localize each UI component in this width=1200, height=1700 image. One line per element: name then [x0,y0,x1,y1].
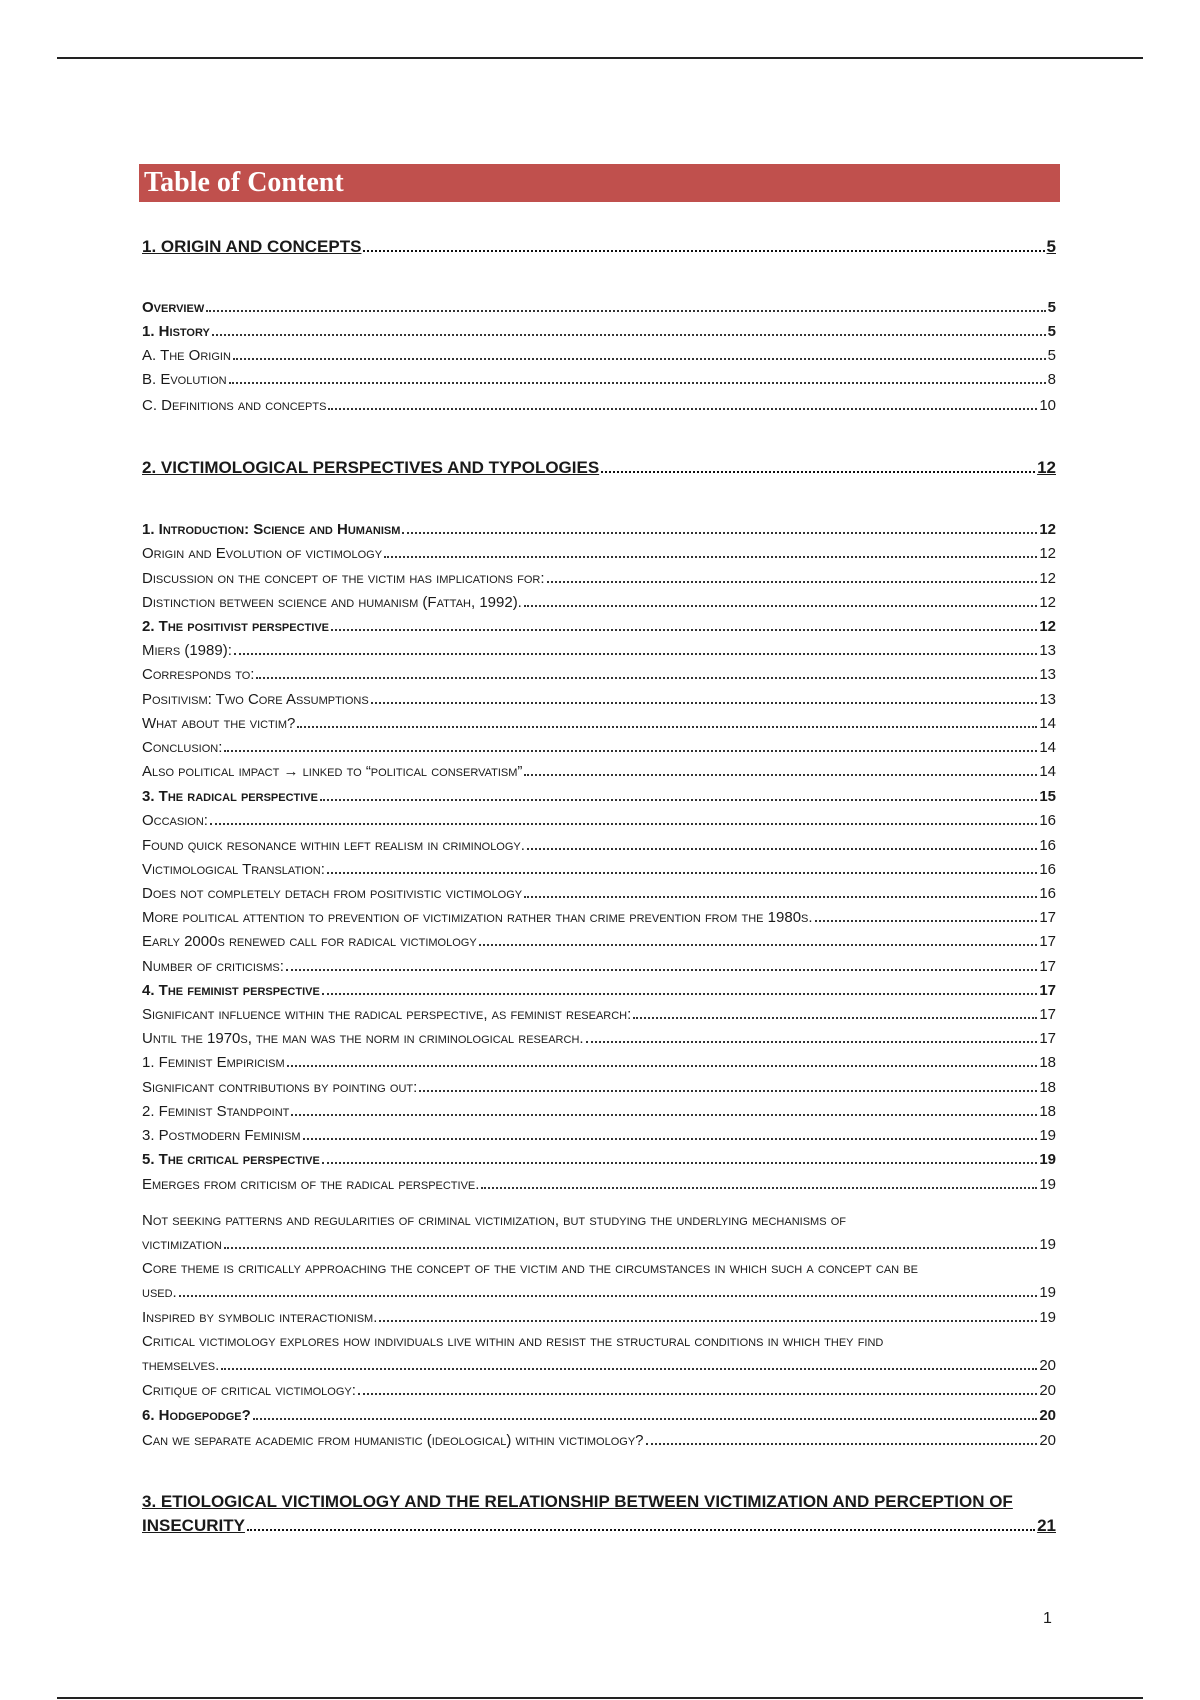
toc-entry[interactable]: Emerges from criticism of the radical perspective. 19 [142,1176,1056,1193]
toc-entry-section-1[interactable]: 1. ORIGIN AND CONCEPTS 5 [142,237,1056,256]
toc-entry[interactable]: Positivism: Two Core Assumptions 13 [142,691,1056,708]
toc-entry[interactable]: Not seeking patterns and regularities of criminal victimization, but studying the underlying mechanisms of victimization 19 [142,1212,1056,1253]
top-rule [57,57,1143,59]
toc-entry[interactable]: Significant influence within the radical perspective, as feminist research: 17 [142,1006,1056,1023]
bottom-rule [57,1697,1143,1699]
toc-entry[interactable]: A. The Origin 5 [142,347,1056,364]
toc-entry[interactable]: Found quick resonance within left realism in criminology. 16 [142,837,1056,854]
toc-heading: Table of Content [139,164,1060,202]
toc-entry[interactable]: Core theme is critically approaching the concept of the victim and the circumstances in which such a concept can be used. 19 [142,1260,1056,1301]
toc-entry[interactable]: Until the 1970s, the man was the norm in criminological research. 17 [142,1030,1056,1047]
toc-entry-section-3[interactable]: 3. ETIOLOGICAL VICTIMOLOGY AND THE RELATIONSHIP BETWEEN VICTIMIZATION AND PERCEPTION OF INSECURITY 21 [142,1492,1056,1535]
toc-entry[interactable]: More political attention to prevention of victimization rather than crime prevention from the 1980s. 17 [142,909,1056,926]
toc-entry[interactable]: What about the victim? 14 [142,715,1056,732]
toc-entry[interactable]: 5. The critical perspective 19 [142,1151,1056,1168]
toc-entry[interactable]: Can we separate academic from humanistic (ideological) within victimology? 20 [142,1432,1056,1449]
toc-entry[interactable]: Origin and Evolution of victimology 12 [142,545,1056,562]
toc-entry[interactable]: 6. Hodgepodge? 20 [142,1407,1056,1424]
toc-entry[interactable]: C. Definitions and concepts 10 [142,397,1056,414]
toc-entry[interactable]: Early 2000s renewed call for radical victimology 17 [142,933,1056,950]
toc-entry[interactable]: Inspired by symbolic interactionism. 19 [142,1309,1056,1326]
toc-entry[interactable]: Discussion on the concept of the victim has implications for: 12 [142,570,1056,587]
toc-entry[interactable]: Overview 5 [142,299,1056,316]
toc-entry[interactable]: B. Evolution 8 [142,371,1056,388]
toc-entry[interactable]: Also political impact → linked to “political conservatism” 14 [142,763,1056,780]
toc-entry[interactable]: Number of criticisms: 17 [142,958,1056,975]
page-number: 1 [1043,1610,1052,1627]
toc-entry[interactable]: Critical victimology explores how individuals live within and resist the structural conditions in which they find themselves. 20 [142,1333,1056,1374]
toc-entry[interactable]: Conclusion: 14 [142,739,1056,756]
toc-entry[interactable]: Does not completely detach from positivistic victimology 16 [142,885,1056,902]
toc-entry[interactable]: Critique of critical victimology: 20 [142,1382,1056,1399]
toc-entry[interactable]: 3. The radical perspective 15 [142,788,1056,805]
toc-entry[interactable]: 2. Feminist Standpoint 18 [142,1103,1056,1120]
toc-entry[interactable]: 3. Postmodern Feminism 19 [142,1127,1056,1144]
toc-entry[interactable]: Corresponds to: 13 [142,666,1056,683]
toc-entry[interactable]: 2. The positivist perspective 12 [142,618,1056,635]
toc-entry[interactable]: Miers (1989): 13 [142,642,1056,659]
toc-entry[interactable]: 4. The feminist perspective 17 [142,982,1056,999]
toc-entry[interactable]: Significant contributions by pointing out: 18 [142,1079,1056,1096]
toc-entry-section-2[interactable]: 2. VICTIMOLOGICAL PERSPECTIVES AND TYPOLOGIES 12 [142,458,1056,477]
toc-entry[interactable]: 1. Introduction: Science and Humanism 12 [142,521,1056,538]
toc-entry[interactable]: 1. Feminist Empiricism 18 [142,1054,1056,1071]
toc-entry[interactable]: Occasion: 16 [142,812,1056,829]
toc-entry[interactable]: Distinction between science and humanism (Fattah, 1992). 12 [142,594,1056,611]
toc-entry[interactable]: 1. History 5 [142,323,1056,340]
toc-entry[interactable]: Victimological Translation: 16 [142,861,1056,878]
